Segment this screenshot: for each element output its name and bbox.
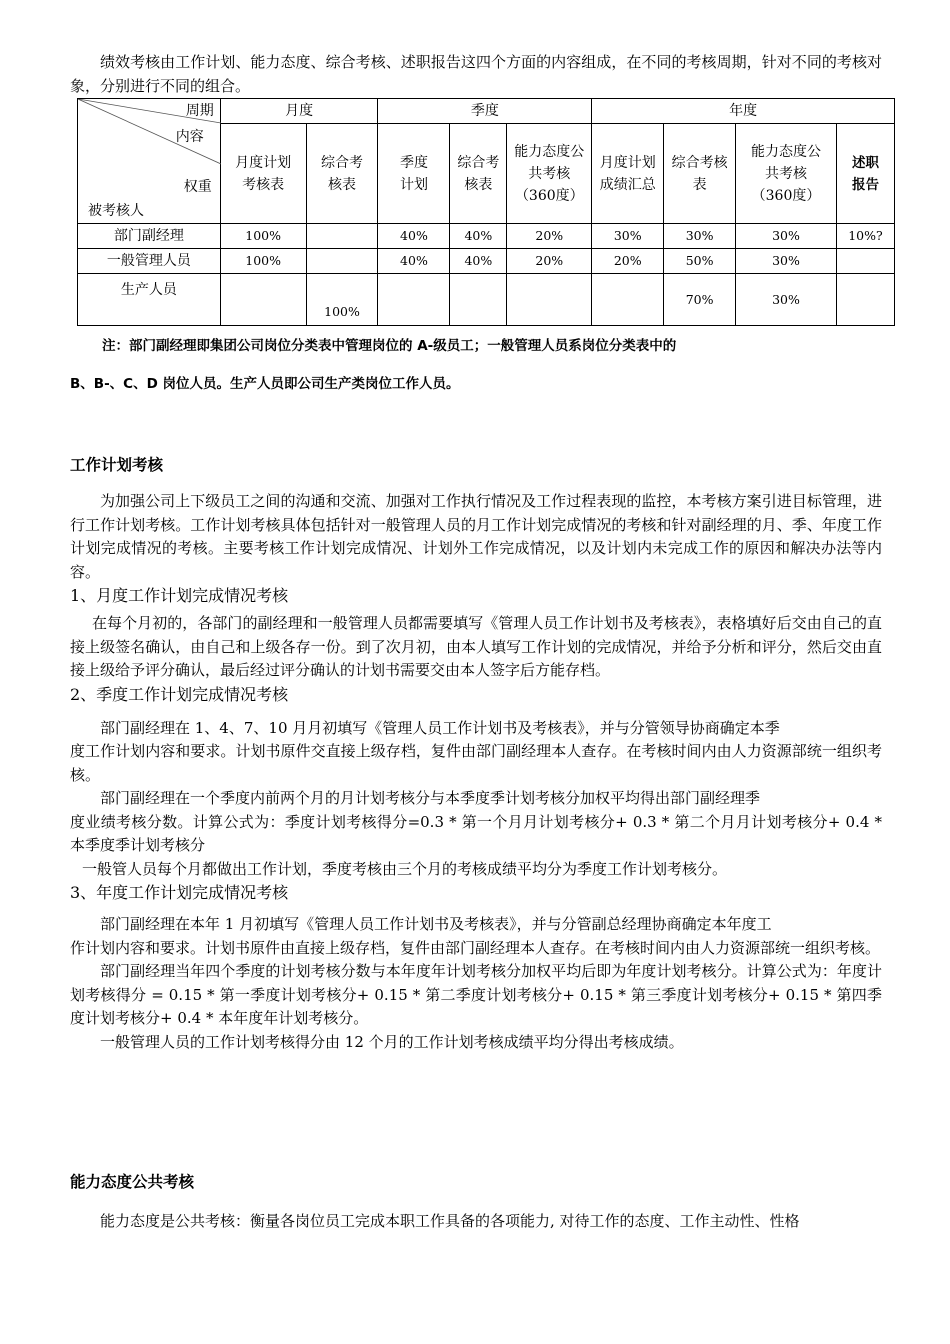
table-cell: 100% — [306, 274, 378, 326]
group-header-yearly: 年度 — [592, 99, 895, 124]
col-header: 月度计划成绩汇总 — [592, 124, 664, 224]
group-header-quarterly: 季度 — [378, 99, 592, 124]
section-title-work-plan: 工作计划考核 — [70, 456, 164, 474]
table-cell: 10%? — [836, 224, 894, 249]
subheading-quarterly: 2、季度工作计划完成情况考核 — [70, 684, 289, 704]
table-cell: 40% — [378, 224, 450, 249]
col-header: 月度计划考核表 — [220, 124, 306, 224]
col-header: 综合考核表 — [664, 124, 736, 224]
table-cell — [450, 274, 507, 326]
paragraph-line: 部门副经理在本年 1 月初填写《管理人员工作计划书及考核表》，并与分管副总经理协商确定本年度工 — [100, 915, 772, 933]
corner-person-label: 被考核人 — [88, 203, 144, 219]
table-cell — [836, 249, 894, 274]
paragraph: 度业绩考核分数。计算公式为：季度计划考核得分=0.3 * 第一个月月计划考核分+ 0.3 * 第二个月月计划考核分+ 0.4 * 本季度季计划考核分 — [70, 812, 882, 854]
table-cell: 20% — [507, 224, 592, 249]
paragraph: 度工作计划内容和要求。计划书原件交直接上级存档，复件由部门副经理本人查存。在考核时间内由人力资源部统一组织考核。 — [70, 742, 882, 784]
paragraph: 在每个月初的，各部门的副经理和一般管理人员都需要填写《管理人员工作计划书及考核表》，表格填好后交由自己的直接上级签名确认，由自己和上级各存一份。到了次月初，由本人填写工作计划的完成情况，并给予分析和评分，然后交由直接上级给予评分确认，最后经过评分确认的计划书需要交由本人签字后方能存档。 — [70, 614, 882, 679]
table-note-line1: 注：部门副经理即集团公司岗位分类表中管理岗位的 A-级员工；一般管理人员系岗位分类表中的 — [102, 338, 677, 354]
table-cell — [507, 274, 592, 326]
col-header: 述职报告 — [836, 124, 894, 224]
weight-table — [77, 98, 895, 326]
section-title-ability-attitude: 能力态度公共考核 — [70, 1173, 195, 1191]
col-header: 能力态度公共考核（360度） — [507, 124, 592, 224]
table-note-line2: B、B-、C、D 岗位人员。生产人员即公司生产类岗位工作人员。 — [70, 376, 460, 392]
subheading-monthly: 1、月度工作计划完成情况考核 — [70, 586, 289, 605]
paragraph: 一般管理人员的工作计划考核得分由 12 个月的工作计划考核成绩平均分得出考核成绩。 — [100, 1032, 684, 1051]
table-corner-cell — [78, 99, 221, 224]
paragraph: 部门副经理当年四个季度的计划考核分数与本年度年计划考核分加权平均后即为年度计划考核分。计算公式为：年度计划考核得分 = 0.15 * 第一季度计划考核分+ 0.15 * 第二季度计划考核分+ 0.15 * 第三季度计划考核分+ 0.15 * 第四季度计划考核分+ 0.4 * 本年度年计划考核分。 — [70, 962, 882, 1027]
col-header: 季度计划 — [378, 124, 450, 224]
paragraph: 为加强公司上下级员工之间的沟通和交流、加强对工作执行情况及工作过程表现的监控，本考核方案引进目标管理，进行工作计划考核。工作计划考核具体包括针对一般管理人员的月工作计划完成情况的考核和针对副经理的月、季、年度工作计划完成情况的考核。主要考核工作计划完成情况、计划外工作完成情况，以及计划内未完成工作的原因和解决办法等内容。 — [70, 492, 882, 581]
table-cell: 30% — [736, 224, 837, 249]
table-row — [78, 224, 895, 249]
paragraph: 能力态度是公共考核：衡量各岗位员工完成本职工作具备的各项能力, 对待工作的态度、工作主动性、性格 — [100, 1212, 800, 1230]
row-label: 生产人员 — [78, 274, 221, 326]
section-work-plan-body — [70, 490, 882, 1054]
paragraph-line: 部门副经理在 1、4、7、10 月月初填写《管理人员工作计划书及考核表》，并与分管领导协商确定本季 — [100, 718, 780, 737]
table-cell — [836, 274, 894, 326]
table-cell: 30% — [736, 274, 837, 326]
table-cell: 100% — [220, 224, 306, 249]
table-cell — [306, 249, 378, 274]
subheading-yearly: 3、年度工作计划完成情况考核 — [70, 883, 289, 902]
table-cell: 40% — [450, 249, 507, 274]
table-cell: 20% — [592, 249, 664, 274]
table-cell — [378, 274, 450, 326]
intro-paragraph: 绩效考核由工作计划、能力态度、综合考核、述职报告这四个方面的内容组成，在不同的考核周期，针对不同的考核对象，分别进行不同的组合。 — [70, 53, 882, 95]
table-cell: 100% — [220, 249, 306, 274]
table-row — [78, 249, 895, 274]
table-cell: 40% — [378, 249, 450, 274]
table-cell: 70% — [664, 274, 736, 326]
group-header-monthly: 月度 — [220, 99, 378, 124]
table-cell — [220, 274, 306, 326]
table-row — [78, 274, 895, 326]
col-header: 综合考核表 — [306, 124, 378, 224]
corner-content-label: 内容 — [175, 129, 204, 145]
table-cell: 30% — [664, 224, 736, 249]
row-label: 一般管理人员 — [78, 249, 221, 274]
table-cell — [592, 274, 664, 326]
table-cell: 50% — [664, 249, 736, 274]
col-header: 能力态度公共考核（360度） — [736, 124, 837, 224]
paragraph: 一般管人员每个月都做出工作计划，季度考核由三个月的考核成绩平均分为季度工作计划考核分。 — [82, 859, 728, 878]
paragraph: 作计划内容和要求。计划书原件由直接上级存档，复件由部门副经理本人查存。在考核时间内由人力资源部统一组织考核。 — [70, 938, 881, 957]
row-label: 部门副经理 — [78, 224, 221, 249]
corner-weight-label: 权重 — [183, 179, 212, 195]
table-cell: 20% — [507, 249, 592, 274]
corner-period-label: 周期 — [185, 103, 214, 119]
table-cell: 30% — [736, 249, 837, 274]
table-cell — [306, 224, 378, 249]
table-cell: 40% — [450, 224, 507, 249]
table-cell: 30% — [592, 224, 664, 249]
paragraph-line: 部门副经理在一个季度内前两个月的月计划考核分与本季度季计划考核分加权平均得出部门副经理季 — [100, 789, 761, 807]
col-header: 综合考核表 — [450, 124, 507, 224]
